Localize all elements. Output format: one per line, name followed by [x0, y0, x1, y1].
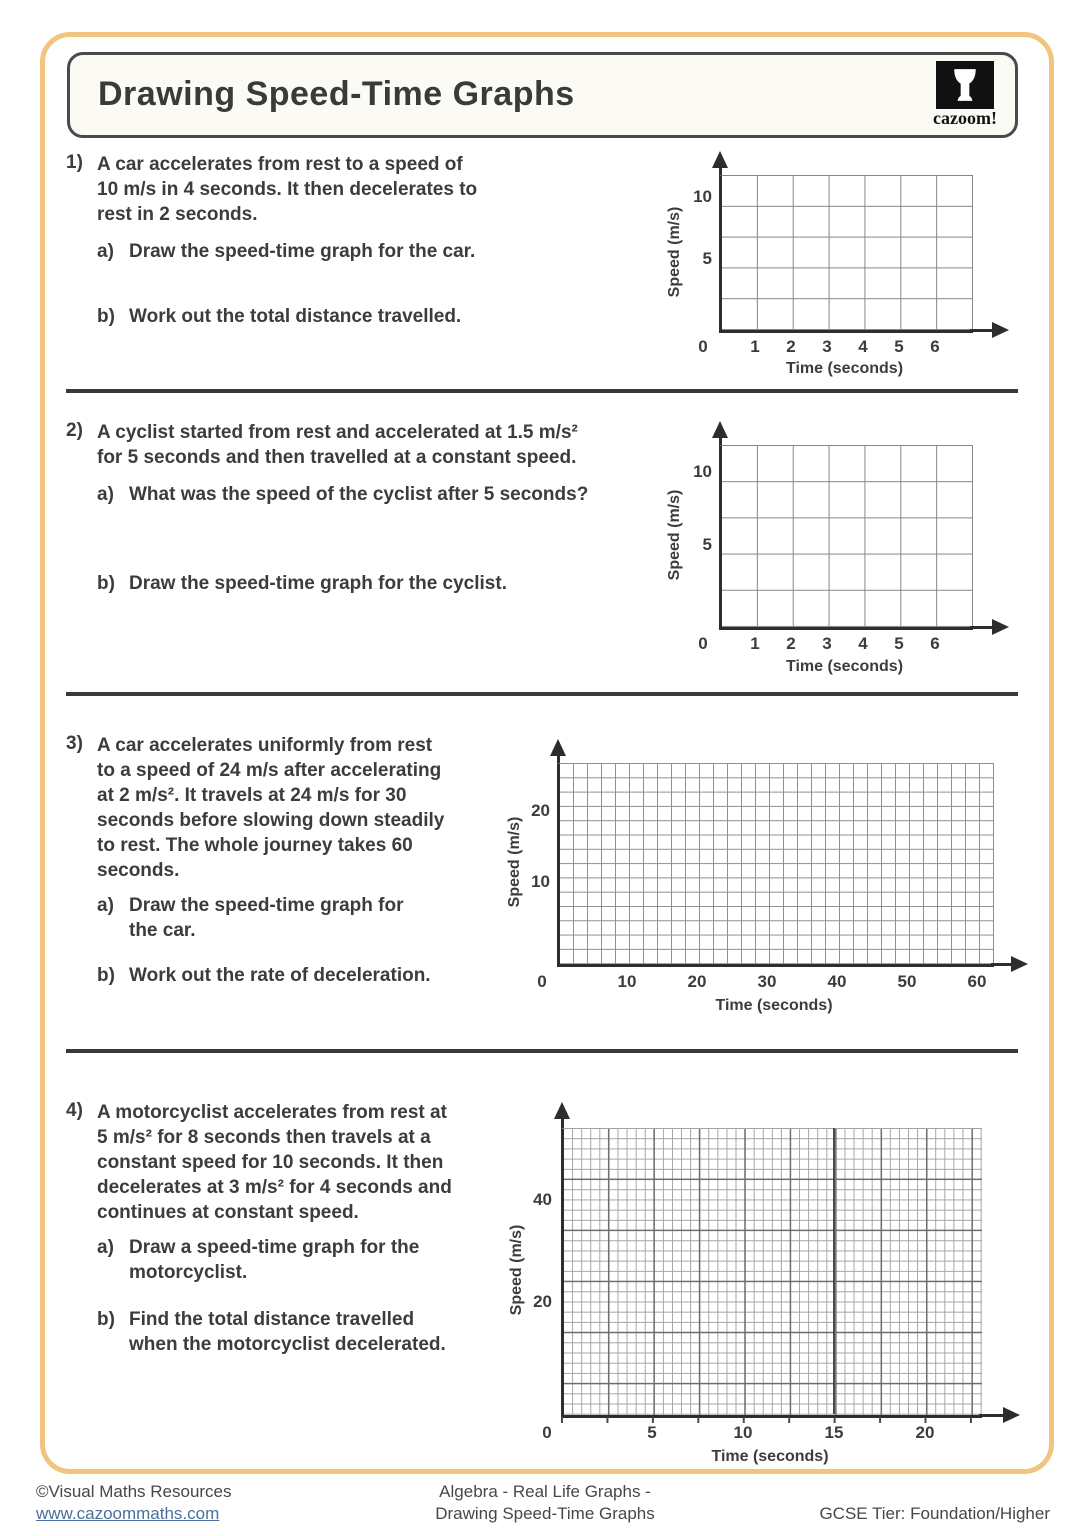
x-tick-label: 15	[824, 1423, 844, 1442]
question-text-line: A cyclist started from rest and accelerated at 1.5 m/s²	[97, 422, 578, 443]
part-label: a)	[97, 895, 114, 916]
part-text-line: Find the total distance travelled	[129, 1309, 415, 1330]
part-text-line: the car.	[129, 920, 196, 941]
question-part-b	[97, 304, 477, 329]
x-tick-label: 1	[750, 337, 760, 356]
y-axis-arrow-icon	[712, 421, 728, 438]
x-tick-label: 20	[687, 972, 707, 991]
x-axis-label: Time (seconds)	[785, 658, 904, 675]
x-tick-label: 2	[786, 337, 796, 356]
part-label: b)	[97, 965, 115, 986]
x-tick-label: 30	[757, 972, 777, 991]
y-tick-label: 40	[533, 1190, 552, 1209]
section-divider	[66, 1049, 1018, 1053]
brand-logo	[927, 61, 1003, 127]
question-3	[66, 733, 444, 988]
question-number: 2)	[66, 420, 83, 441]
x-axis-line	[970, 329, 992, 332]
y-axis-label: Speed (m/s)	[666, 489, 683, 581]
question-text-line: at 2 m/s². It travels at 24 m/s for 30	[97, 785, 407, 806]
x-axis-line	[970, 626, 992, 629]
grid-area[interactable]	[719, 175, 973, 333]
y-axis-arrow-icon	[712, 151, 728, 168]
y-axis-arrow-icon	[554, 1102, 570, 1119]
footer-left	[36, 1481, 232, 1525]
y-axis-line	[561, 1118, 564, 1128]
origin-label: 0	[542, 1423, 552, 1442]
x-tick-label: 20	[915, 1423, 935, 1442]
website-link[interactable]: www.cazoommaths.com	[36, 1504, 220, 1523]
graph-q3	[490, 733, 1050, 1023]
part-text-line: Draw a speed-time graph for the	[129, 1237, 420, 1258]
y-axis-label: Speed (m/s)	[666, 206, 683, 298]
origin-label: 0	[537, 972, 547, 991]
x-axis-label: Time (seconds)	[715, 997, 833, 1014]
x-tick-label: 10	[617, 972, 637, 991]
part-text-line: motorcyclist.	[129, 1262, 248, 1283]
x-axis-line	[991, 963, 1011, 966]
graph-q4	[490, 1098, 1060, 1478]
origin-label: 0	[698, 634, 708, 653]
x-tick-label: 60	[967, 972, 987, 991]
x-tick-label: 50	[897, 972, 917, 991]
graph-q2	[640, 416, 1060, 686]
question-text-line: 5 m/s² for 8 seconds then travels at a	[97, 1127, 431, 1148]
part-label: b)	[97, 306, 115, 327]
part-text-line: Work out the rate of deceleration.	[129, 965, 431, 986]
y-axis-label: Speed (m/s)	[508, 1224, 525, 1316]
part-label: b)	[97, 573, 115, 594]
footer-topic-line: Algebra - Real Life Graphs -	[439, 1482, 651, 1501]
gcse-tier-text: GCSE Tier: Foundation/Higher	[819, 1504, 1050, 1523]
x-tick-label: 3	[822, 634, 832, 653]
x-axis-arrow-icon	[1003, 1407, 1020, 1423]
question-text-line: for 5 seconds and then travelled at a constant speed.	[97, 447, 577, 468]
section-divider	[66, 389, 1018, 393]
page-title: Drawing Speed-Time Graphs	[98, 75, 575, 113]
brand-name: cazoom!	[933, 108, 997, 128]
part-label: a)	[97, 1237, 114, 1258]
y-axis-line	[557, 755, 560, 763]
x-tick-label: 6	[930, 337, 940, 356]
x-axis-arrow-icon	[992, 619, 1009, 635]
question-text-line: to a speed of 24 m/s after accelerating	[97, 760, 442, 781]
x-tick-label: 2	[786, 634, 796, 653]
origin-label: 0	[698, 337, 708, 356]
question-2	[66, 420, 588, 596]
question-text-line: 10 m/s in 4 seconds. It then decelerates to	[97, 179, 478, 200]
x-tick-label: 3	[822, 337, 832, 356]
grid-area[interactable]	[719, 445, 973, 630]
question-text-line: A car accelerates from rest to a speed of	[97, 154, 463, 175]
x-axis-arrow-icon	[992, 322, 1009, 338]
grid-area[interactable]	[561, 1128, 982, 1418]
y-tick-label: 20	[531, 801, 550, 820]
grid-area[interactable]	[557, 763, 994, 967]
x-tick-label: 10	[733, 1423, 753, 1442]
part-text-line: Draw the speed-time graph for	[129, 895, 404, 916]
x-tick-label: 5	[647, 1423, 657, 1442]
part-text-line: Work out the total distance travelled.	[129, 306, 462, 327]
question-text-line: constant speed for 10 seconds. It then	[97, 1152, 444, 1173]
part-label: b)	[97, 1309, 115, 1330]
question-4	[66, 1100, 452, 1357]
y-tick-label: 10	[693, 462, 712, 481]
question-part-a	[97, 482, 588, 507]
question-text-line: decelerates at 3 m/s² for 4 seconds and	[97, 1177, 452, 1198]
question-part-a	[97, 1235, 452, 1285]
y-tick-label: 10	[531, 872, 550, 891]
gridline-15s	[833, 1128, 835, 1414]
y-tick-label: 5	[702, 249, 712, 268]
x-axis-arrow-icon	[1011, 956, 1028, 972]
question-text-line: seconds.	[97, 860, 180, 881]
question-number: 4)	[66, 1100, 83, 1121]
footer-right	[819, 1503, 1050, 1525]
y-tick-label: 10	[693, 187, 712, 206]
footer-center	[375, 1481, 715, 1525]
drum-icon	[936, 61, 994, 109]
question-text-line: to rest. The whole journey takes 60	[97, 835, 413, 856]
x-axis-label: Time (seconds)	[785, 360, 904, 377]
x-tick-label: 40	[827, 972, 847, 991]
x-tick-label: 1	[750, 634, 760, 653]
question-part-a	[97, 893, 444, 943]
y-axis-label: Speed (m/s)	[506, 816, 523, 908]
x-tick-label: 4	[858, 634, 868, 653]
question-part-b	[97, 571, 588, 596]
part-text-line: Draw the speed-time graph for the cyclist.	[129, 573, 507, 594]
x-tick-label: 4	[858, 337, 868, 356]
footer-topic-line: Drawing Speed-Time Graphs	[435, 1504, 655, 1523]
title-box	[67, 52, 1018, 138]
y-axis-arrow-icon	[550, 739, 566, 756]
question-number: 1)	[66, 152, 83, 173]
section-divider	[66, 692, 1018, 696]
y-tick-label: 20	[533, 1292, 552, 1311]
x-tick-label: 6	[930, 634, 940, 653]
question-text-line: rest in 2 seconds.	[97, 204, 258, 225]
question-text-line: A motorcyclist accelerates from rest at	[97, 1102, 447, 1123]
question-1	[66, 152, 477, 329]
question-text-line: seconds before slowing down steadily	[97, 810, 445, 831]
question-part-b	[97, 963, 444, 988]
copyright-text: ©Visual Maths Resources	[36, 1482, 232, 1501]
question-part-a	[97, 239, 477, 264]
part-text-line: when the motorcyclist decelerated.	[129, 1334, 446, 1355]
part-label: a)	[97, 241, 114, 262]
question-text-line: A car accelerates uniformly from rest	[97, 735, 433, 756]
x-axis-line	[979, 1414, 1003, 1417]
x-tick-label: 5	[894, 337, 904, 356]
part-text-line: What was the speed of the cyclist after 5 seconds?	[129, 484, 589, 505]
question-part-b	[97, 1307, 452, 1357]
question-number: 3)	[66, 733, 83, 754]
graph-q1	[640, 148, 1060, 388]
x-tick-label: 5	[894, 634, 904, 653]
part-text-line: Draw the speed-time graph for the car.	[129, 241, 476, 262]
part-label: a)	[97, 484, 114, 505]
x-axis-label: Time (seconds)	[711, 1448, 829, 1465]
question-text-line: continues at constant speed.	[97, 1202, 359, 1223]
y-tick-label: 5	[702, 535, 712, 554]
